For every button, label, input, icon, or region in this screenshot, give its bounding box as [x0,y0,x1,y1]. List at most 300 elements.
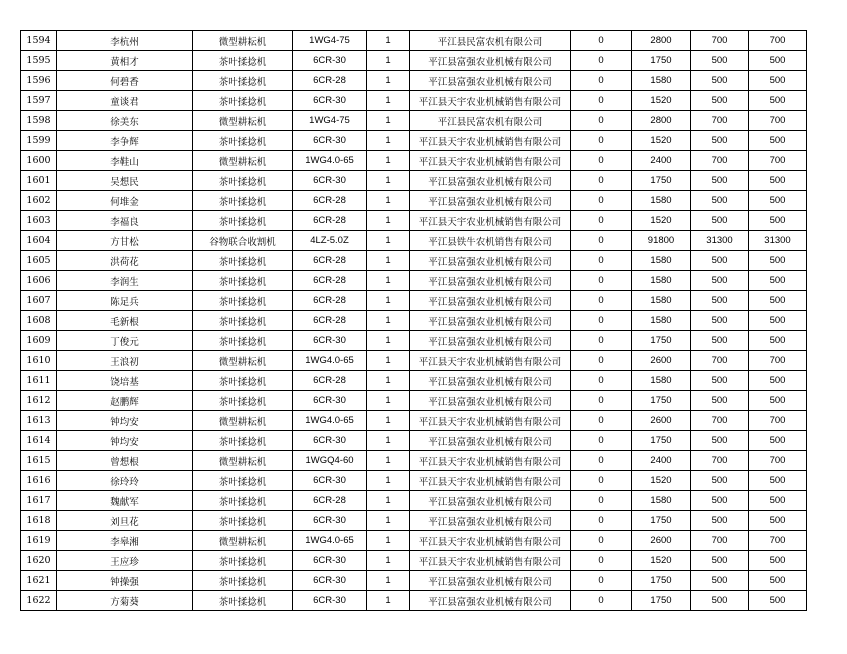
table-row [21,391,807,411]
sale-price-cell: 1580 [632,371,691,391]
sale-price-cell: 1520 [632,91,691,111]
amount-col7-cell: 0 [571,31,632,51]
amount-col7-cell: 0 [571,331,632,351]
applicant-name-cell: 毛新根 [57,311,193,331]
amount-col7-cell: 0 [571,351,632,371]
subsidy-amount-cell: 700 [691,411,749,431]
serial-number-cell: 1620 [21,551,57,571]
applicant-name-cell: 李润生 [57,271,193,291]
subsidy-total-cell: 500 [749,591,807,611]
serial-number-cell: 1603 [21,211,57,231]
sale-price-cell: 1580 [632,191,691,211]
sale-price-cell: 1750 [632,591,691,611]
applicant-name-cell: 方甘松 [57,231,193,251]
subsidy-total-cell: 500 [749,311,807,331]
dealer-name-cell: 平江县富强农业机械有限公司 [410,291,571,311]
table-row [21,411,807,431]
dealer-name-cell: 平江县天宇农业机械销售有限公司 [410,211,571,231]
sale-price-cell: 1750 [632,51,691,71]
machine-type-cell: 茶叶揉捻机 [193,591,293,611]
quantity-cell: 1 [367,391,410,411]
dealer-name-cell: 平江县天宇农业机械销售有限公司 [410,91,571,111]
applicant-name-cell: 何碧香 [57,71,193,91]
quantity-cell: 1 [367,151,410,171]
serial-number-cell: 1605 [21,251,57,271]
dealer-name-cell: 平江县富强农业机械有限公司 [410,371,571,391]
subsidy-total-cell: 700 [749,451,807,471]
serial-number-cell: 1615 [21,451,57,471]
sale-price-cell: 1750 [632,431,691,451]
dealer-name-cell: 平江县富强农业机械有限公司 [410,251,571,271]
dealer-name-cell: 平江县铁牛农机销售有限公司 [410,231,571,251]
sale-price-cell: 2600 [632,411,691,431]
amount-col7-cell: 0 [571,51,632,71]
serial-number-cell: 1600 [21,151,57,171]
table-row [21,331,807,351]
applicant-name-cell: 李福良 [57,211,193,231]
quantity-cell: 1 [367,231,410,251]
serial-number-cell: 1614 [21,431,57,451]
machine-model-cell: 6CR-30 [293,131,367,151]
subsidy-amount-cell: 500 [691,471,749,491]
machine-model-cell: 6CR-28 [293,291,367,311]
dealer-name-cell: 平江县富强农业机械有限公司 [410,431,571,451]
machine-type-cell: 茶叶揉捻机 [193,571,293,591]
applicant-name-cell: 陈足兵 [57,291,193,311]
sale-price-cell: 1580 [632,271,691,291]
machine-type-cell: 谷物联合收割机 [193,231,293,251]
amount-col7-cell: 0 [571,251,632,271]
machine-model-cell: 6CR-28 [293,271,367,291]
subsidy-total-cell: 500 [749,491,807,511]
table-row [21,91,807,111]
dealer-name-cell: 平江县富强农业机械有限公司 [410,511,571,531]
serial-number-cell: 1597 [21,91,57,111]
quantity-cell: 1 [367,451,410,471]
quantity-cell: 1 [367,311,410,331]
table-row [21,511,807,531]
dealer-name-cell: 平江县富强农业机械有限公司 [410,311,571,331]
subsidy-amount-cell: 700 [691,451,749,471]
subsidy-total-cell: 500 [749,511,807,531]
amount-col7-cell: 0 [571,191,632,211]
applicant-name-cell: 黄相才 [57,51,193,71]
subsidy-total-cell: 500 [749,171,807,191]
serial-number-cell: 1618 [21,511,57,531]
subsidy-total-cell: 500 [749,131,807,151]
machine-type-cell: 茶叶揉捻机 [193,431,293,451]
applicant-name-cell: 童谈君 [57,91,193,111]
amount-col7-cell: 0 [571,91,632,111]
dealer-name-cell: 平江县天宇农业机械销售有限公司 [410,411,571,431]
dealer-name-cell: 平江县天宇农业机械销售有限公司 [410,351,571,371]
subsidy-amount-cell: 500 [691,391,749,411]
dealer-name-cell: 平江县富强农业机械有限公司 [410,191,571,211]
dealer-name-cell: 平江县天宇农业机械销售有限公司 [410,471,571,491]
machine-model-cell: 6CR-30 [293,391,367,411]
subsidy-amount-cell: 500 [691,491,749,511]
amount-col7-cell: 0 [571,471,632,491]
amount-col7-cell: 0 [571,291,632,311]
table-row [21,371,807,391]
subsidy-amount-cell: 500 [691,71,749,91]
subsidy-amount-cell: 500 [691,191,749,211]
subsidy-total-cell: 700 [749,31,807,51]
machine-type-cell: 茶叶揉捻机 [193,471,293,491]
amount-col7-cell: 0 [571,131,632,151]
subsidy-amount-cell: 500 [691,171,749,191]
machine-type-cell: 微型耕耘机 [193,411,293,431]
quantity-cell: 1 [367,91,410,111]
table-row [21,471,807,491]
dealer-name-cell: 平江县富强农业机械有限公司 [410,51,571,71]
applicant-name-cell: 洪荷花 [57,251,193,271]
subsidy-amount-cell: 500 [691,251,749,271]
subsidy-amount-cell: 500 [691,591,749,611]
machine-type-cell: 茶叶揉捻机 [193,171,293,191]
machine-type-cell: 茶叶揉捻机 [193,211,293,231]
serial-number-cell: 1610 [21,351,57,371]
applicant-name-cell: 曾想根 [57,451,193,471]
applicant-name-cell: 赵鹏辉 [57,391,193,411]
amount-col7-cell: 0 [571,151,632,171]
subsidy-total-cell: 500 [749,71,807,91]
applicant-name-cell: 刘旦花 [57,511,193,531]
sale-price-cell: 2400 [632,451,691,471]
applicant-name-cell: 徐美东 [57,111,193,131]
amount-col7-cell: 0 [571,111,632,131]
machine-type-cell: 茶叶揉捻机 [193,371,293,391]
machine-type-cell: 茶叶揉捻机 [193,271,293,291]
subsidy-amount-cell: 500 [691,371,749,391]
dealer-name-cell: 平江县天宇农业机械销售有限公司 [410,131,571,151]
subsidy-amount-cell: 700 [691,531,749,551]
quantity-cell: 1 [367,111,410,131]
subsidy-total-cell: 500 [749,291,807,311]
table-row [21,51,807,71]
machine-model-cell: 6CR-30 [293,551,367,571]
machine-model-cell: 1WGQ4-60 [293,451,367,471]
table-row [21,351,807,371]
machine-type-cell: 茶叶揉捻机 [193,91,293,111]
machine-model-cell: 6CR-30 [293,331,367,351]
sale-price-cell: 2800 [632,111,691,131]
table-row [21,251,807,271]
subsidy-total-cell: 700 [749,351,807,371]
sale-price-cell: 1520 [632,131,691,151]
subsidy-amount-cell: 700 [691,351,749,371]
table-row [21,451,807,471]
sale-price-cell: 2400 [632,151,691,171]
subsidy-total-cell: 500 [749,471,807,491]
table-row [21,571,807,591]
machine-model-cell: 6CR-30 [293,511,367,531]
machine-model-cell: 1WG4.0-65 [293,411,367,431]
subsidy-total-cell: 500 [749,211,807,231]
amount-col7-cell: 0 [571,311,632,331]
dealer-name-cell: 平江县天宇农业机械销售有限公司 [410,531,571,551]
applicant-name-cell: 李皋湘 [57,531,193,551]
machine-type-cell: 茶叶揉捻机 [193,311,293,331]
subsidy-total-cell: 500 [749,51,807,71]
serial-number-cell: 1613 [21,411,57,431]
dealer-name-cell: 平江县富强农业机械有限公司 [410,71,571,91]
amount-col7-cell: 0 [571,411,632,431]
applicant-name-cell: 钟均安 [57,411,193,431]
amount-col7-cell: 0 [571,451,632,471]
dealer-name-cell: 平江县天宇农业机械销售有限公司 [410,151,571,171]
machine-model-cell: 6CR-28 [293,311,367,331]
amount-col7-cell: 0 [571,591,632,611]
sale-price-cell: 1580 [632,291,691,311]
quantity-cell: 1 [367,211,410,231]
subsidy-total-cell: 500 [749,571,807,591]
machine-model-cell: 6CR-28 [293,491,367,511]
machine-type-cell: 微型耕耘机 [193,351,293,371]
machine-model-cell: 4LZ-5.0Z [293,231,367,251]
applicant-name-cell: 魏献军 [57,491,193,511]
machine-type-cell: 茶叶揉捻机 [193,251,293,271]
serial-number-cell: 1598 [21,111,57,131]
quantity-cell: 1 [367,251,410,271]
amount-col7-cell: 0 [571,491,632,511]
serial-number-cell: 1609 [21,331,57,351]
dealer-name-cell: 平江县天宇农业机械销售有限公司 [410,551,571,571]
quantity-cell: 1 [367,371,410,391]
subsidy-total-cell: 31300 [749,231,807,251]
quantity-cell: 1 [367,191,410,211]
applicant-name-cell: 李争辉 [57,131,193,151]
serial-number-cell: 1619 [21,531,57,551]
dealer-name-cell: 平江县富强农业机械有限公司 [410,271,571,291]
serial-number-cell: 1604 [21,231,57,251]
table-row [21,231,807,251]
quantity-cell: 1 [367,571,410,591]
table-row [21,271,807,291]
quantity-cell: 1 [367,431,410,451]
quantity-cell: 1 [367,511,410,531]
subsidy-total-cell: 700 [749,411,807,431]
subsidy-total-cell: 700 [749,111,807,131]
subsidy-total-cell: 500 [749,431,807,451]
machine-model-cell: 6CR-28 [293,371,367,391]
machine-model-cell: 6CR-28 [293,251,367,271]
dealer-name-cell: 平江县富强农业机械有限公司 [410,331,571,351]
table-row [21,171,807,191]
serial-number-cell: 1607 [21,291,57,311]
applicant-name-cell: 李鞋山 [57,151,193,171]
machine-model-cell: 6CR-30 [293,571,367,591]
subsidy-amount-cell: 700 [691,111,749,131]
table-row [21,311,807,331]
amount-col7-cell: 0 [571,211,632,231]
sale-price-cell: 1520 [632,211,691,231]
serial-number-cell: 1599 [21,131,57,151]
machine-model-cell: 1WG4.0-65 [293,351,367,371]
machine-type-cell: 茶叶揉捻机 [193,331,293,351]
subsidy-total-cell: 500 [749,331,807,351]
machine-type-cell: 微型耕耘机 [193,451,293,471]
subsidy-amount-cell: 500 [691,291,749,311]
amount-col7-cell: 0 [571,171,632,191]
amount-col7-cell: 0 [571,551,632,571]
applicant-name-cell: 李杭州 [57,31,193,51]
serial-number-cell: 1595 [21,51,57,71]
serial-number-cell: 1594 [21,31,57,51]
machine-type-cell: 茶叶揉捻机 [193,511,293,531]
quantity-cell: 1 [367,71,410,91]
machine-type-cell: 微型耕耘机 [193,111,293,131]
serial-number-cell: 1611 [21,371,57,391]
subsidy-total-cell: 500 [749,371,807,391]
subsidy-amount-cell: 500 [691,311,749,331]
machine-model-cell: 1WG4-75 [293,31,367,51]
serial-number-cell: 1606 [21,271,57,291]
machine-model-cell: 6CR-30 [293,471,367,491]
quantity-cell: 1 [367,51,410,71]
subsidy-amount-cell: 700 [691,151,749,171]
applicant-name-cell: 王应珍 [57,551,193,571]
applicant-name-cell: 丁俊元 [57,331,193,351]
machine-type-cell: 茶叶揉捻机 [193,291,293,311]
sale-price-cell: 2600 [632,351,691,371]
subsidy-amount-cell: 500 [691,271,749,291]
subsidy-amount-cell: 500 [691,131,749,151]
machine-type-cell: 茶叶揉捻机 [193,491,293,511]
amount-col7-cell: 0 [571,511,632,531]
table-row [21,591,807,611]
sale-price-cell: 1520 [632,471,691,491]
machine-model-cell: 6CR-30 [293,51,367,71]
quantity-cell: 1 [367,351,410,371]
subsidy-total-cell: 500 [749,551,807,571]
machine-model-cell: 1WG4.0-65 [293,531,367,551]
serial-number-cell: 1602 [21,191,57,211]
dealer-name-cell: 平江县富强农业机械有限公司 [410,571,571,591]
subsidy-amount-cell: 500 [691,551,749,571]
applicant-name-cell: 钟操强 [57,571,193,591]
amount-col7-cell: 0 [571,571,632,591]
machine-model-cell: 6CR-28 [293,71,367,91]
dealer-name-cell: 平江县天宇农业机械销售有限公司 [410,451,571,471]
table-row [21,211,807,231]
applicant-name-cell: 饶培基 [57,371,193,391]
applicant-name-cell: 王浪初 [57,351,193,371]
serial-number-cell: 1596 [21,71,57,91]
subsidy-amount-cell: 500 [691,91,749,111]
serial-number-cell: 1612 [21,391,57,411]
table-body [21,31,807,611]
serial-number-cell: 1621 [21,571,57,591]
subsidy-amount-cell: 700 [691,31,749,51]
machine-type-cell: 茶叶揉捻机 [193,131,293,151]
machine-type-cell: 茶叶揉捻机 [193,551,293,571]
table-row [21,31,807,51]
table-row [21,191,807,211]
applicant-name-cell: 何堆金 [57,191,193,211]
subsidy-total-cell: 500 [749,191,807,211]
machine-model-cell: 6CR-30 [293,91,367,111]
amount-col7-cell: 0 [571,231,632,251]
quantity-cell: 1 [367,491,410,511]
sale-price-cell: 1580 [632,311,691,331]
subsidy-amount-cell: 500 [691,51,749,71]
subsidy-total-cell: 500 [749,271,807,291]
sale-price-cell: 2600 [632,531,691,551]
quantity-cell: 1 [367,331,410,351]
subsidy-total-cell: 700 [749,531,807,551]
serial-number-cell: 1601 [21,171,57,191]
machine-type-cell: 茶叶揉捻机 [193,51,293,71]
quantity-cell: 1 [367,531,410,551]
table-row [21,531,807,551]
serial-number-cell: 1608 [21,311,57,331]
machine-type-cell: 茶叶揉捻机 [193,391,293,411]
sale-price-cell: 1580 [632,251,691,271]
dealer-name-cell: 平江县富强农业机械有限公司 [410,171,571,191]
subsidy-amount-cell: 500 [691,511,749,531]
machine-model-cell: 6CR-28 [293,191,367,211]
machine-model-cell: 6CR-28 [293,211,367,231]
quantity-cell: 1 [367,471,410,491]
machine-model-cell: 6CR-30 [293,431,367,451]
amount-col7-cell: 0 [571,271,632,291]
subsidy-total-cell: 500 [749,251,807,271]
serial-number-cell: 1617 [21,491,57,511]
dealer-name-cell: 平江县民富农机有限公司 [410,111,571,131]
machine-model-cell: 1WG4.0-65 [293,151,367,171]
machine-model-cell: 1WG4-75 [293,111,367,131]
table-row [21,131,807,151]
quantity-cell: 1 [367,411,410,431]
sale-price-cell: 1750 [632,511,691,531]
dealer-name-cell: 平江县富强农业机械有限公司 [410,591,571,611]
subsidy-amount-cell: 31300 [691,231,749,251]
table-row [21,151,807,171]
sale-price-cell: 2800 [632,31,691,51]
serial-number-cell: 1616 [21,471,57,491]
quantity-cell: 1 [367,551,410,571]
applicant-name-cell: 钟均安 [57,431,193,451]
machine-type-cell: 茶叶揉捻机 [193,191,293,211]
subsidy-total-cell: 500 [749,91,807,111]
table-row [21,551,807,571]
table-row [21,431,807,451]
sale-price-cell: 1580 [632,71,691,91]
sale-price-cell: 1580 [632,491,691,511]
subsidy-table [20,30,807,611]
subsidy-amount-cell: 500 [691,431,749,451]
amount-col7-cell: 0 [571,531,632,551]
subsidy-amount-cell: 500 [691,211,749,231]
machine-type-cell: 微型耕耘机 [193,151,293,171]
sale-price-cell: 1750 [632,571,691,591]
dealer-name-cell: 平江县富强农业机械有限公司 [410,391,571,411]
quantity-cell: 1 [367,31,410,51]
subsidy-total-cell: 700 [749,151,807,171]
amount-col7-cell: 0 [571,71,632,91]
quantity-cell: 1 [367,271,410,291]
subsidy-amount-cell: 500 [691,571,749,591]
applicant-name-cell: 吴想民 [57,171,193,191]
machine-type-cell: 微型耕耘机 [193,531,293,551]
table-row [21,491,807,511]
machine-type-cell: 微型耕耘机 [193,31,293,51]
amount-col7-cell: 0 [571,431,632,451]
serial-number-cell: 1622 [21,591,57,611]
amount-col7-cell: 0 [571,371,632,391]
quantity-cell: 1 [367,131,410,151]
